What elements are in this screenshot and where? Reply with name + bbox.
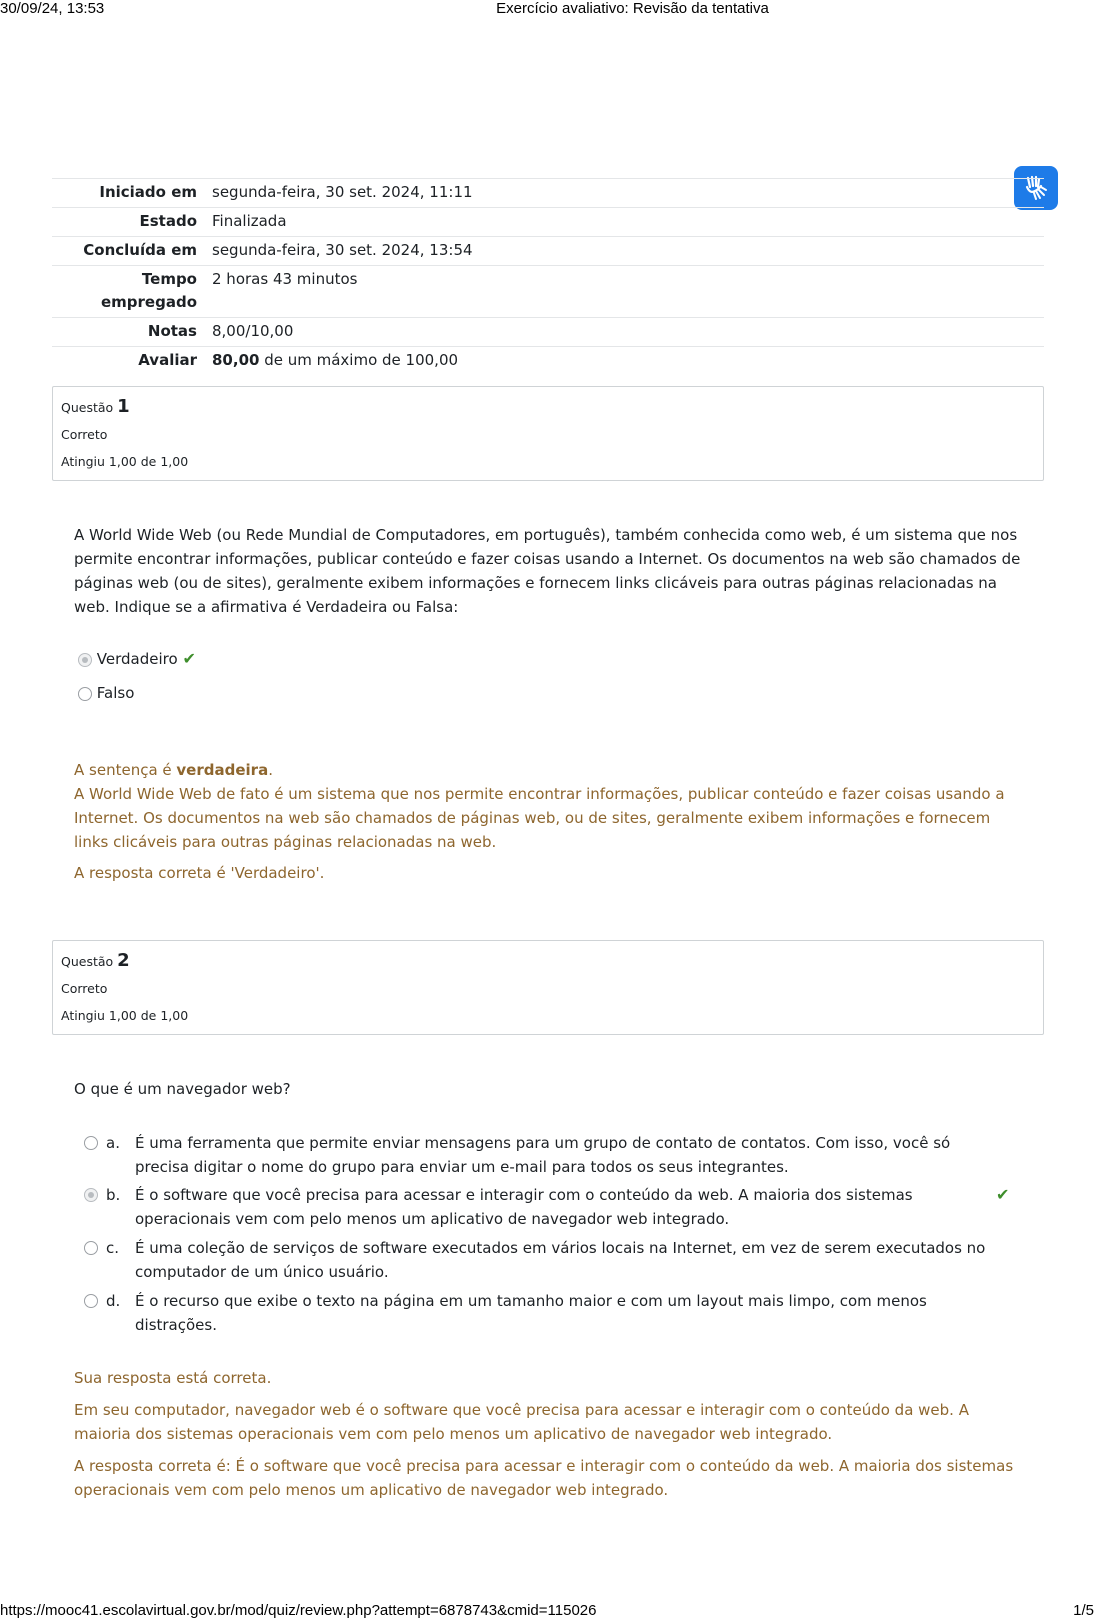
question-label: Questão: [61, 400, 114, 415]
time-label-line1: Tempo: [141, 270, 197, 288]
question-2-grade: Atingiu 1,00 de 1,00: [61, 1008, 189, 1023]
feedback-text: Em seu computador, navegador web é o software que você precisa para acessar e interagir com o conteúdo da web. A maioria dos sistemas operacionais vem com pelo menos um aplicativo de navegador web integrado.: [74, 1401, 969, 1443]
time-value: 2 horas 43 minutos: [212, 270, 358, 288]
print-datetime: 30/09/24, 13:53: [0, 0, 105, 17]
summary-row-marks: [52, 318, 1044, 347]
print-url: https://mooc41.escolavirtual.gov.br/mod/quiz/review.php?attempt=6878743&cmid=115026: [0, 1602, 597, 1619]
feedback-summary: [74, 758, 1024, 782]
question-1-option-true[interactable]: [78, 647, 196, 671]
radio-button[interactable]: [78, 653, 92, 667]
feedback-suffix: .: [268, 761, 273, 779]
question-number: 1: [117, 396, 130, 417]
summary-row-started: [52, 179, 1044, 208]
question-2-state: Correto: [61, 981, 108, 996]
feedback-status: Sua resposta está correta.: [74, 1369, 272, 1387]
question-2-option-d[interactable]: [84, 1289, 1014, 1337]
question-1-option-false[interactable]: [78, 681, 134, 705]
summary-row-completed: [52, 237, 1044, 266]
question-1-grade: Atingiu 1,00 de 1,00: [61, 454, 189, 469]
feedback-bold: verdadeira: [176, 761, 269, 779]
state-value: Finalizada: [212, 212, 287, 230]
marks-label: Notas: [147, 322, 197, 340]
time-label: [52, 266, 212, 318]
grade-value: [212, 347, 1044, 376]
question-1-number: [61, 393, 1035, 421]
grade-bold: 80,00: [212, 351, 260, 369]
question-label: Questão: [61, 954, 114, 969]
print-page-number: 1/5: [1073, 1602, 1094, 1619]
option-label: É uma ferramenta que permite enviar mensagens para um grupo de contato de contatos. Com isso, você só precisa digitar o nome do grupo para enviar um e-mail para todos os seus integrantes.: [135, 1134, 951, 1176]
question-2-option-b[interactable]: [84, 1183, 1014, 1231]
right-answer: A resposta correta é: É o software que você precisa para acessar e interagir com o conteúdo da web. A maioria dos sistemas operacionais vem com pelo menos um aplicativo de navegador web integrado.: [74, 1457, 1014, 1499]
completed-label: Concluída em: [83, 241, 197, 259]
summary-row-state: [52, 208, 1044, 237]
option-label: É uma coleção de serviços de software executados em vários locais na Internet, em vez de serem executados no computador de um único usuário.: [135, 1239, 986, 1281]
attempt-summary-table: [52, 178, 1044, 375]
option-label: Falso: [96, 684, 135, 702]
question-2-option-a[interactable]: [84, 1131, 1014, 1179]
marks-value: 8,00/10,00: [212, 322, 294, 340]
correct-check-icon: ✔: [996, 1185, 1010, 1204]
radio-button[interactable]: [84, 1136, 98, 1150]
option-letter: a.: [106, 1134, 120, 1152]
started-label: Iniciado em: [99, 183, 197, 201]
completed-value: segunda-feira, 30 set. 2024, 13:54: [212, 241, 473, 259]
state-label: Estado: [139, 212, 197, 230]
question-2-text: O que é um navegador web?: [74, 1080, 291, 1098]
question-1-feedback: [74, 758, 1024, 885]
option-letter: d.: [106, 1292, 121, 1310]
question-2-info: [52, 940, 1044, 1035]
question-2-feedback: [74, 1366, 1024, 1502]
correct-check-icon: ✔: [182, 649, 196, 668]
question-2-option-c[interactable]: [84, 1236, 1014, 1284]
time-label-line2: empregado: [100, 293, 197, 311]
question-2-number: [61, 947, 1035, 975]
feedback-prefix: A sentença é: [74, 761, 177, 779]
option-letter: c.: [106, 1239, 120, 1257]
option-label: É o recurso que exibe o texto na página em um tamanho maior e com um layout mais limpo, com menos distrações.: [135, 1292, 927, 1334]
summary-row-time: [52, 266, 1044, 318]
option-label: Verdadeiro: [96, 650, 178, 668]
radio-button[interactable]: [84, 1294, 98, 1308]
question-number: 2: [117, 950, 130, 971]
grade-rest: de um máximo de 100,00: [259, 351, 459, 369]
question-1-text: A World Wide Web (ou Rede Mundial de Computadores, em português), também conhecida como web, é um sistema que nos permite encontrar informações, publicar conteúdo e fazer coisas usando a Internet. Os documentos na web são chamados de páginas web (ou de sites), geralmente exibem informações e fornecem links clicáveis para outras páginas relacionadas na web. Indique se a afirmativa é Verdadeira ou Falsa:: [74, 526, 1021, 616]
started-value: segunda-feira, 30 set. 2024, 11:11: [212, 183, 473, 201]
radio-button[interactable]: [78, 687, 92, 701]
option-letter: b.: [106, 1186, 121, 1204]
print-title: Exercício avaliativo: Revisão da tentativa: [496, 0, 769, 17]
feedback-text: A World Wide Web de fato é um sistema que nos permite encontrar informações, publicar conteúdo e fazer coisas usando a Internet. Os documentos na web são chamados de páginas web, ou de sites, geralmente exibem informações e fornecem links clicáveis para outras páginas relacionadas na web.: [74, 785, 1005, 851]
question-1-state: Correto: [61, 427, 108, 442]
print-header: [0, 0, 1094, 18]
right-answer: A resposta correta é 'Verdadeiro'.: [74, 864, 325, 882]
radio-button[interactable]: [84, 1241, 98, 1255]
print-footer: [0, 1602, 1094, 1620]
radio-button[interactable]: [84, 1188, 98, 1202]
summary-row-grade: [52, 347, 1044, 376]
grade-label: Avaliar: [138, 351, 197, 369]
question-1-info: [52, 386, 1044, 481]
option-label: É o software que você precisa para acessar e interagir com o conteúdo da web. A maioria dos sistemas operacionais vem com pelo menos um aplicativo de navegador web integrado.: [135, 1186, 913, 1228]
